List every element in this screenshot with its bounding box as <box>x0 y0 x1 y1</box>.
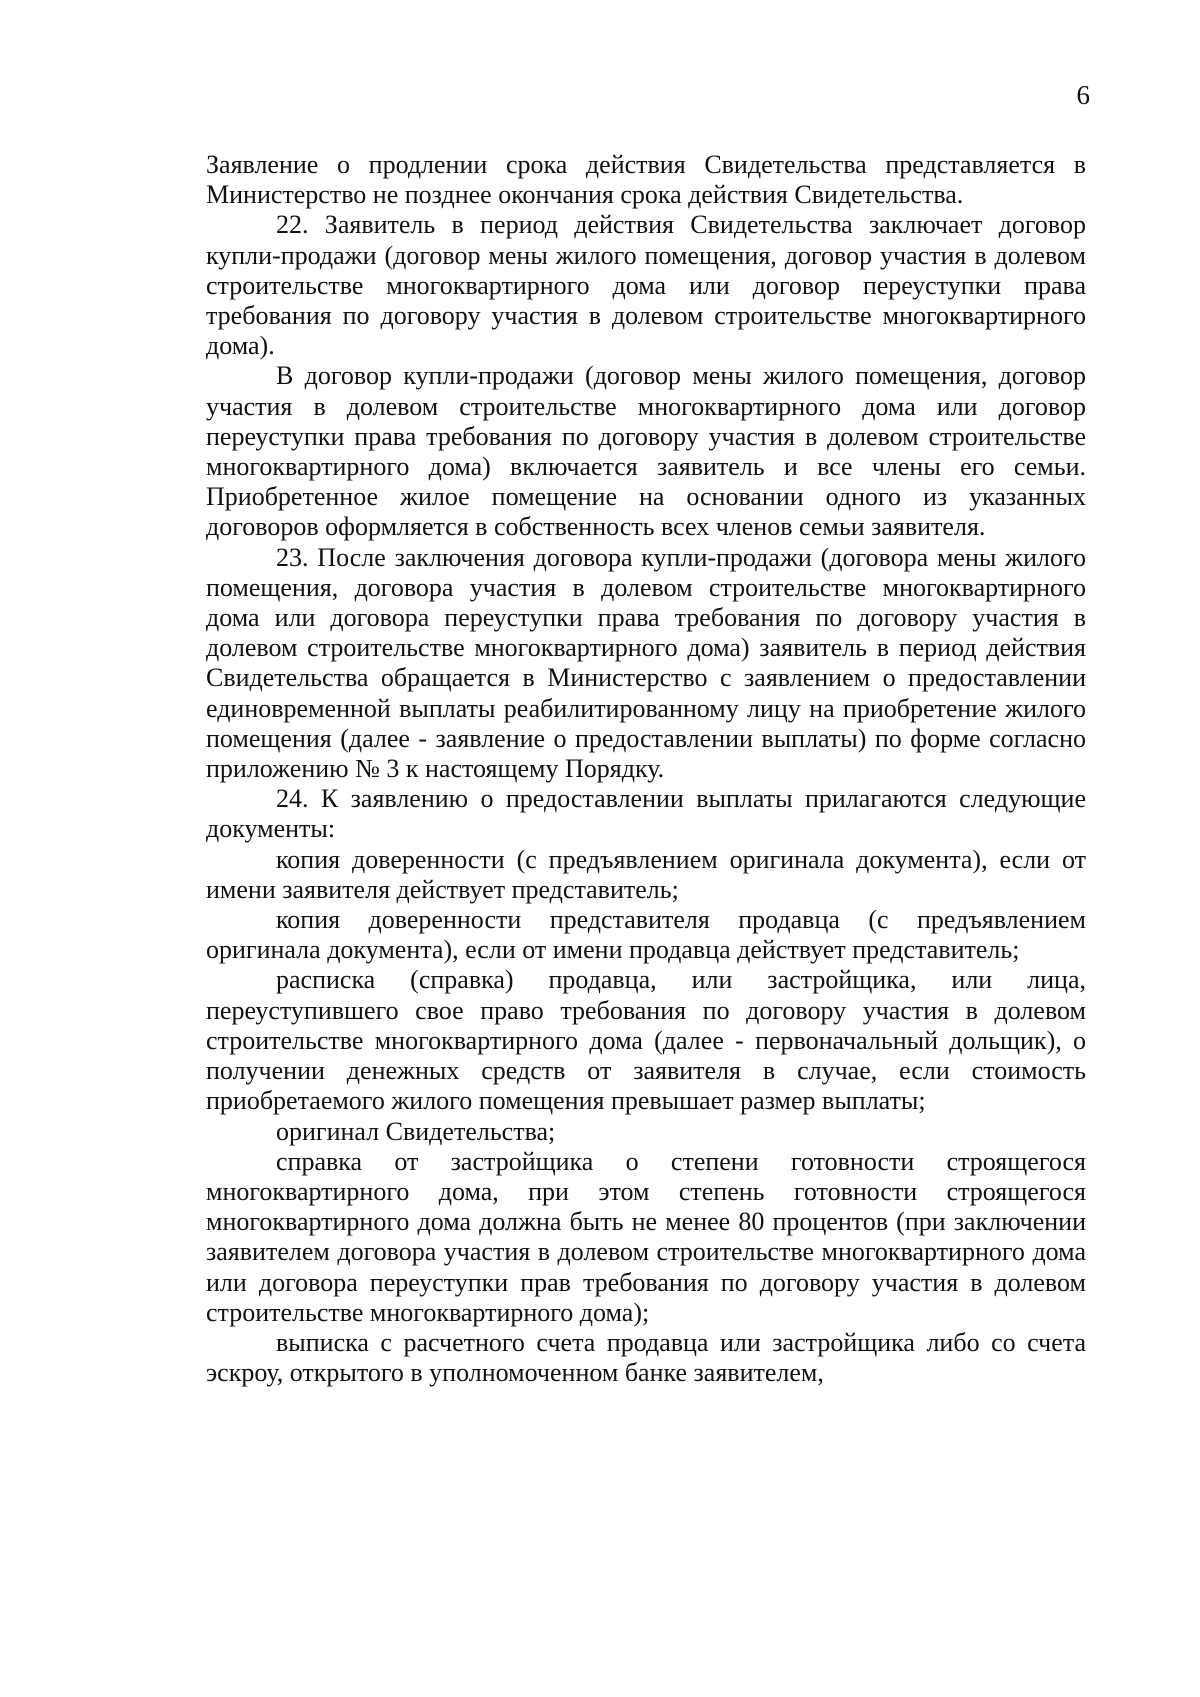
list-item-seller-power-of-attorney: копия доверенности представителя продавца (с предъявлением оригинала документа), если от имени продавца действует представитель; <box>206 905 1086 965</box>
list-item-developer-certificate: справка от застройщика о степени готовности строящегося многоквартирного дома, при этом степень готовности строящегося многоквартирного дома должна быть не менее 80 процентов (при заключении заявителем договора участия в долевом строительстве многоквартирного дома или договора переуступки прав требования по договору участия в долевом строительстве многоквартирного дома); <box>206 1146 1086 1327</box>
list-item-receipt: расписка (справка) продавца, или застройщика, или лица, переуступившего свое право требования по договору участия в долевом строительстве многоквартирного дома (далее - первоначальный дольщик), о получении денежных средств от заявителя в случае, если стоимость приобретаемого жилого помещения превышает размер выплаты; <box>206 965 1086 1116</box>
paragraph-extension-application: Заявление о продлении срока действия Свидетельства представляется в Министерство не позднее окончания срока действия Свидетельства. <box>206 150 1086 210</box>
list-item-applicant-power-of-attorney: копия доверенности (с предъявлением оригинала документа), если от имени заявителя действует представитель; <box>206 844 1086 904</box>
paragraph-23-payment-application: 23. После заключения договора купли-продажи (договора мены жилого помещения, договора участия в долевом строительстве многоквартирного дома или договора переуступки права требования по договору участия в долевом строительстве многоквартирного дома) заявитель в период действия Свидетельства обращается в Министерство с заявлением о предоставлении единовременной выплаты реабилитированному лицу на приобретение жилого помещения (далее - заявление о предоставлении выплаты) по форме согласно приложению № 3 к настоящему Порядку. <box>206 542 1086 784</box>
list-item-original-certificate: оригинал Свидетельства; <box>276 1116 556 1146</box>
paragraph-family-members: В договор купли-продажи (договор мены жилого помещения, договор участия в долевом строительстве многоквартирного дома или договор переуступки права требования по договору участия в долевом строительстве многоквартирного дома) включается заявитель и все члены его семьи. Приобретенное жилое помещение на основании одного из указанных договоров оформляется в собственность всех членов семьи заявителя. <box>206 361 1086 542</box>
paragraph-24-documents-list: 24. К заявлению о предоставлении выплаты прилагаются следующие документы: <box>206 784 1086 844</box>
document-body <box>206 150 1086 1388</box>
list-item-account-statement: выписка с расчетного счета продавца или застройщика либо со счета эскроу, открытого в уполномоченном банке заявителем, <box>206 1327 1086 1388</box>
page-number: 6 <box>1076 80 1090 110</box>
paragraph-22-purchase-contract: 22. Заявитель в период действия Свидетельства заключает договор купли-продажи (договор мены жилого помещения, договор участия в долевом строительстве многоквартирного дома или договор переуступки права требования по договору участия в долевом строительстве многоквартирного дома). <box>206 210 1086 361</box>
